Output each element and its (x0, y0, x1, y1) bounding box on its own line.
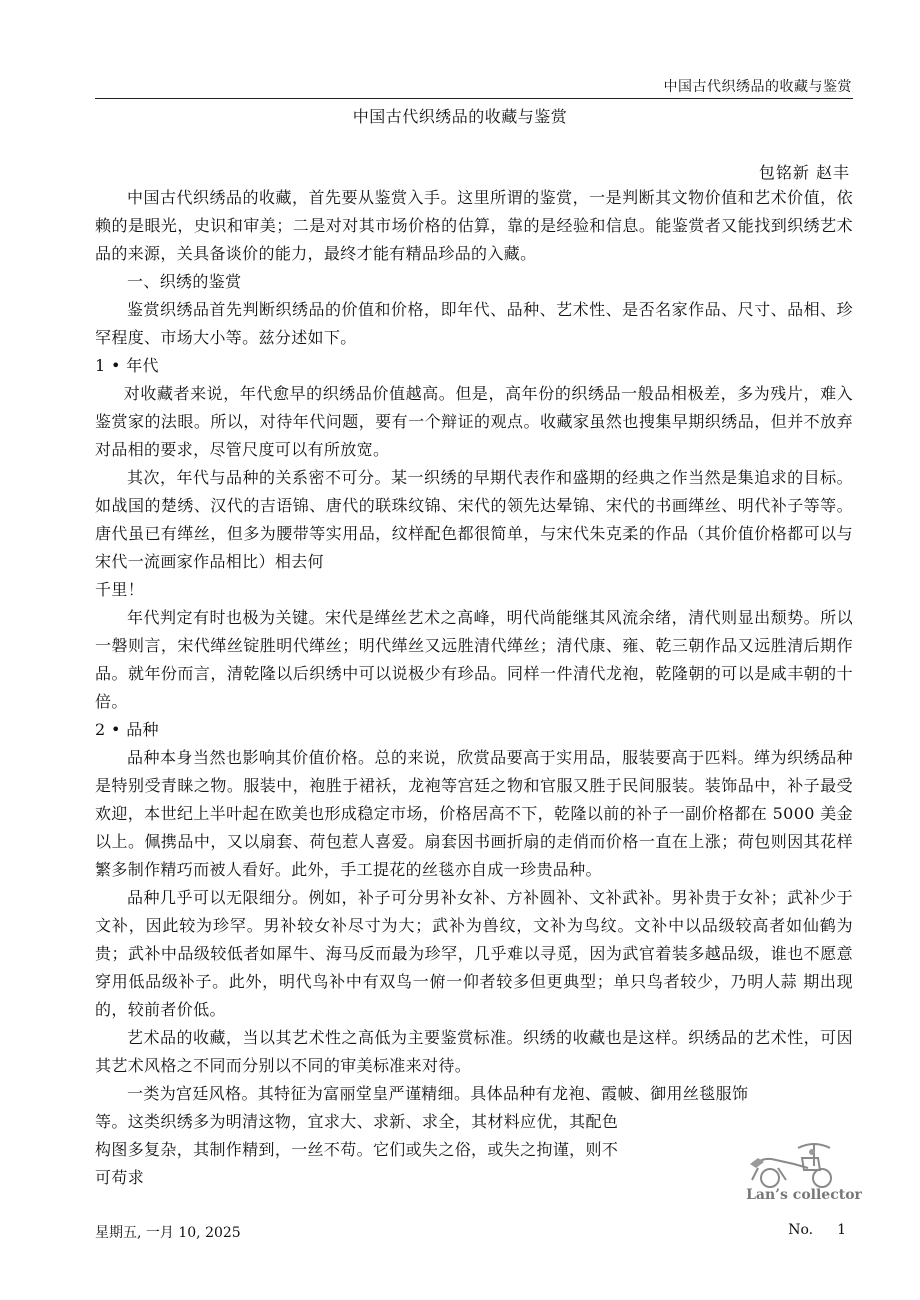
article-body (95, 184, 853, 1192)
subheading-age: 1 • 年代 (95, 356, 159, 375)
article-authors: 包铭新 赵丰 (758, 163, 850, 182)
header-rule (95, 98, 853, 99)
running-header-title: 中国古代织绣品的收藏与鉴赏 (663, 79, 852, 95)
section-heading-appreciation: 一、织绣的鉴赏 (127, 272, 242, 291)
paragraph-age-3: 年代判定有时也极为关键。宋代是缂丝艺术之高峰，明代尚能继其风流余绪，清代则显出颓势。所以一磐则言，宋代缂丝锭胜明代缂丝；明代缂丝又远胜清代缂丝；清代康、雍、乾三朝作品又远胜清后期作品。就年份而言，清乾隆以后织绣中可以说极少有珍品。同样一件清代龙袍，乾隆朝的可以是咸丰朝的十倍。 (95, 608, 853, 711)
paragraph-section-intro: 鉴赏织绣品首先判断织绣品的价值和价格，即年代、品种、艺术性、是否名家作品、尺寸、品相、珍罕程度、市场大小等。兹分述如下。 (95, 300, 853, 347)
subheading-variety: 2 • 品种 (95, 720, 159, 739)
paragraph-artistry-2-line4: 可苟求 (95, 1168, 145, 1187)
paragraph-age-2: 其次，年代与品种的关系密不可分。某一织绣的早期代表作和盛期的经典之作当然是集追求的目标。如战国的楚绣、汉代的吉语锦、唐代的联珠纹锦、宋代的领先达晕锦、宋代的书画缂丝、明代补子等等。唐代虽已有缂丝，但多为腰带等实用品，纹样配色都很简单，与宋代朱克柔的作品（其价值价格都可以与宋代一流画家作品相比）相去何 (95, 468, 853, 571)
paragraph-artistry-2-line3: 构图多复杂，其制作精到，一丝不苟。它们或失之俗，或失之拘谨，则不 (95, 1140, 619, 1159)
paragraph-variety-1: 品种本身当然也影响其价值价格。总的来说，欣赏品要高于实用品，服装要高于匹料。缂为织绣品种是特别受青睐之物。服装中，袍胜于裙袄，龙袍等宫廷之物和官服又胜于民间服装。装饰品中，补子最受欢迎，本世纪上半叶起在欧美也形成稳定市场，价格居高不下，乾隆以前的补子一副价格都在 5000 美金以上。佩携品中，又以扇套、荷包惹人喜爱。扇套因书画折扇的走俏而价格一直在上涨；荷包则因其花样繁多制作精巧而被人看好。此外，手工提花的丝毯亦自成一珍贵品种。 (95, 748, 853, 879)
page-number: 1 (837, 1222, 846, 1238)
paragraph-artistry-1: 艺术品的收藏，当以其艺术性之高低为主要鉴赏标准。织绣的收藏也是这样。织绣品的艺术性，可因其艺术风格之不同而分别以不同的审美标准来对待。 (95, 1028, 853, 1075)
footer-date: 星期五, 一月 10, 2025 (95, 1225, 241, 1241)
article-title: 中国古代织绣品的收藏与鉴赏 (352, 107, 568, 126)
paragraph-variety-2: 品种几乎可以无限细分。例如，补子可分男补女补、方补圆补、文补武补。男补贵于女补；武补少于文补，因此较为珍罕。男补较女补尽寸为大；武补为兽纹，文补为鸟纹。文补中以品级较高者如仙鹤为贵；武补中品级较低者如犀牛、海马反而最为珍罕，几乎难以寻觅，因为武官着装多越品级，谁也不愿意穿用低品级补子。此外，明代鸟补中有双鸟一俯一仰者较多但更典型；单只鸟者较少，乃明人蒜 期出现的，较前者价低。 (95, 888, 853, 1019)
page-label: No. (788, 1222, 814, 1238)
chariot-logo-icon (742, 1138, 862, 1222)
paragraph-artistry-2-line2: 等。这类织绣多为明清这物，宜求大、求新、求全，其材料应优，其配色 (95, 1112, 619, 1131)
paragraph-age-2-end: 千里！ (95, 580, 145, 599)
paragraph-intro: 中国古代织绣品的收藏，首先要从鉴赏入手。这里所谓的鉴赏，一是判断其文物价值和艺术价值，依赖的是眼光，史识和审美；二是对对其市场价格的估算，靠的是经验和信息。能鉴赏者又能找到织绣艺术品的来源，关具备谈价的能力，最终才能有精品珍品的入藏。 (95, 188, 853, 263)
logo-caption: Lan’s collector (746, 1187, 862, 1203)
paragraph-artistry-2-line1: 一类为宫廷风格。其特征为富丽堂皇严谨精细。具体品种有龙袍、霞帔、御用丝毯服饰 (127, 1084, 749, 1103)
paragraph-age-1: 对收藏者来说，年代愈早的织绣品价值越高。但是，高年份的织绣品一般品相极差，多为残片，难入鉴赏家的法眼。所以，对待年代问题，要有一个辩证的观点。收藏家虽然也搜集早期织绣品，但并不放弃对品相的要求，尽管尺度可以有所放宽。 (95, 384, 853, 459)
footer-page-number (788, 1222, 846, 1238)
